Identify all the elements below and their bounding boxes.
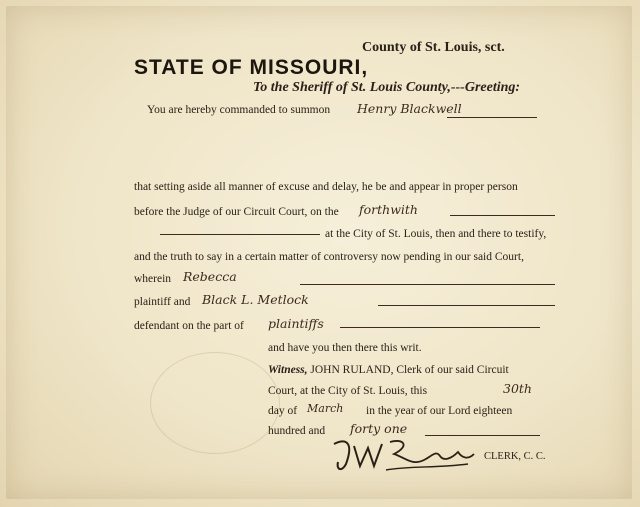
greeting-line: To the Sheriff of St. Louis County,---Greeting: (253, 80, 521, 95)
have-writ-text: and have you then there this writ. (268, 342, 422, 354)
command-text: You are hereby commanded to summon (147, 104, 331, 116)
state-heading: STATE OF MISSOURI, (134, 56, 369, 79)
plaintiff-line (378, 305, 555, 306)
date-line (450, 215, 555, 216)
plaintiff-name: Black L. Metlock (202, 292, 309, 307)
summon-name: Henry Blackwell (357, 101, 462, 116)
witness-line (268, 364, 509, 376)
court-line: Court, at the City of St. Louis, this (268, 385, 428, 397)
hundred-and-label: hundred and (268, 425, 326, 437)
wherein-label: wherein (134, 273, 172, 285)
wherein-line (300, 284, 555, 285)
embossed-seal (150, 352, 280, 454)
day-of-label: day of (268, 405, 298, 417)
month-name: March (307, 402, 344, 415)
county-heading: County of St. Louis, sct. (362, 40, 505, 55)
part-line (340, 327, 540, 328)
plaintiff-label: plaintiff and (134, 296, 191, 308)
blank-line (160, 234, 320, 235)
clerk-signature (328, 436, 478, 481)
appear-date: forthwith (359, 202, 418, 217)
part-of-name: plaintiffs (268, 316, 324, 331)
body-line-4: and the truth to say in a certain matter of controversy now pending in our said Court, (134, 251, 524, 263)
witness-label: Witness, (268, 364, 308, 376)
day-date: 30th (503, 381, 532, 396)
wherein-name: Rebecca (183, 269, 237, 284)
body-line-3: at the City of St. Louis, then and there to testify, (325, 228, 547, 240)
witness-rest: JOHN RULAND, Clerk of our said Circuit (310, 364, 509, 376)
body-line-1: that setting aside all manner of excuse and delay, he be and appear in proper person (134, 181, 518, 193)
year-handwritten: forty one (350, 421, 408, 436)
year-text: in the year of our Lord eighteen (366, 405, 513, 417)
defendant-label: defendant on the part of (134, 320, 244, 332)
summon-line (447, 117, 537, 118)
signature-flourish (328, 436, 478, 476)
body-line-2: before the Judge of our Circuit Court, on the (134, 206, 339, 218)
clerk-title: CLERK, C. C. (484, 451, 546, 462)
